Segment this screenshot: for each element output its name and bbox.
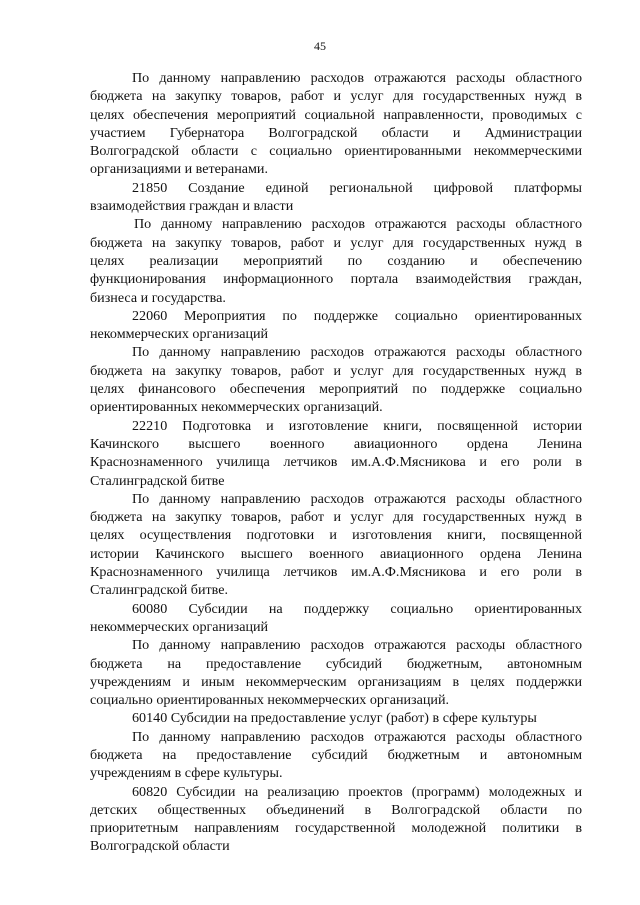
page-number: 45 [314, 39, 326, 53]
text-line: учреждениям и иным некоммерческим организациям в целях поддержки [90, 673, 582, 690]
text-line: взаимодействия граждан и власти [90, 198, 294, 215]
text-line: 22210 Подготовка и изготовление книги, посвященной истории [132, 417, 582, 434]
text-line: некоммерческих организаций [90, 326, 269, 343]
text-line: целях финансового обеспечения мероприятий по поддержке социально [90, 381, 582, 398]
text-line: По данному направлению расходов отражаются расходы областного [132, 490, 582, 507]
text-line: По данному направлению расходов отражаются расходы областного [134, 216, 582, 233]
text-line: ориентированных некоммерческих организаций. [90, 399, 383, 416]
text-line: истории Качинского высшего военного авиационного ордена Ленина [90, 545, 582, 562]
text-line: Качинского высшего военного авиационного ордена Ленина [90, 435, 582, 452]
text-line: бюджета на закупку товаров, работ и услуг для государственных нужд в [90, 234, 582, 251]
text-line: 60080 Субсидии на поддержку социально ориентированных [132, 600, 582, 617]
text-line: участием Губернатора Волгоградской области и Администрации [90, 124, 582, 141]
text-line: Краснознаменного училища летчиков им.А.Ф.Мясникова и его роли в [90, 454, 582, 471]
text-line: Волгоградской области с социально ориентированными некоммерческими [90, 143, 582, 160]
text-line: бюджета на предоставление субсидий бюджетным и автономным [90, 746, 582, 763]
text-line: целях реализации мероприятий по созданию и обеспечению [90, 252, 582, 269]
text-line: учреждениям в сфере культуры. [90, 765, 283, 782]
document-body [90, 69, 582, 856]
text-line: некоммерческих организаций [90, 618, 269, 635]
text-line: По данному направлению расходов отражаются расходы областного [132, 728, 582, 745]
text-line: По данному направлению расходов отражаются расходы областного [132, 637, 582, 654]
text-line: 21850 Создание единой региональной цифровой платформы [132, 179, 582, 196]
text-line: бюджета на закупку товаров, работ и услуг для государственных нужд в [90, 88, 582, 105]
text-line: целях обеспечения мероприятий социальной направленности, проводимых с [90, 106, 582, 123]
text-line: Краснознаменного училища летчиков им.А.Ф.Мясникова и его роли в [90, 564, 582, 581]
text-line: социально ориентированных некоммерческих организаций. [90, 692, 450, 709]
text-line: функционирования информационного портала взаимодействия граждан, [90, 271, 582, 288]
text-line: 60820 Субсидии на реализацию проектов (программ) молодежных и [132, 783, 582, 800]
text-line: По данному направлению расходов отражаются расходы областного [132, 70, 582, 86]
text-line: детских общественных объединений в Волгоградской области по [90, 801, 582, 818]
text-line: Волгоградской области [90, 838, 230, 855]
text-line: бюджета на закупку товаров, работ и услуг для государственных нужд в [90, 362, 582, 379]
text-line: бюджета на закупку товаров, работ и услуг для государственных нужд в [90, 509, 582, 526]
text-line: целях осуществления подготовки и изготовления книги, посвященной [90, 527, 582, 544]
text-line: бюджета на предоставление субсидий бюджетным, автономным [90, 655, 582, 672]
text-line: Сталинградской битве [90, 472, 225, 489]
text-line: 60140 Субсидии на предоставление услуг (работ) в сфере культуры [132, 710, 537, 727]
text-line: Сталинградской битве. [90, 582, 229, 599]
text-line: приоритетным направлениям государственной молодежной политики в [90, 820, 582, 837]
text-line: По данному направлению расходов отражаются расходы областного [132, 344, 582, 361]
text-line: 22060 Мероприятия по поддержке социально ориентированных [132, 307, 582, 324]
text-line: бизнеса и государства. [90, 289, 226, 306]
text-line: организациями и ветеранами. [90, 161, 268, 178]
